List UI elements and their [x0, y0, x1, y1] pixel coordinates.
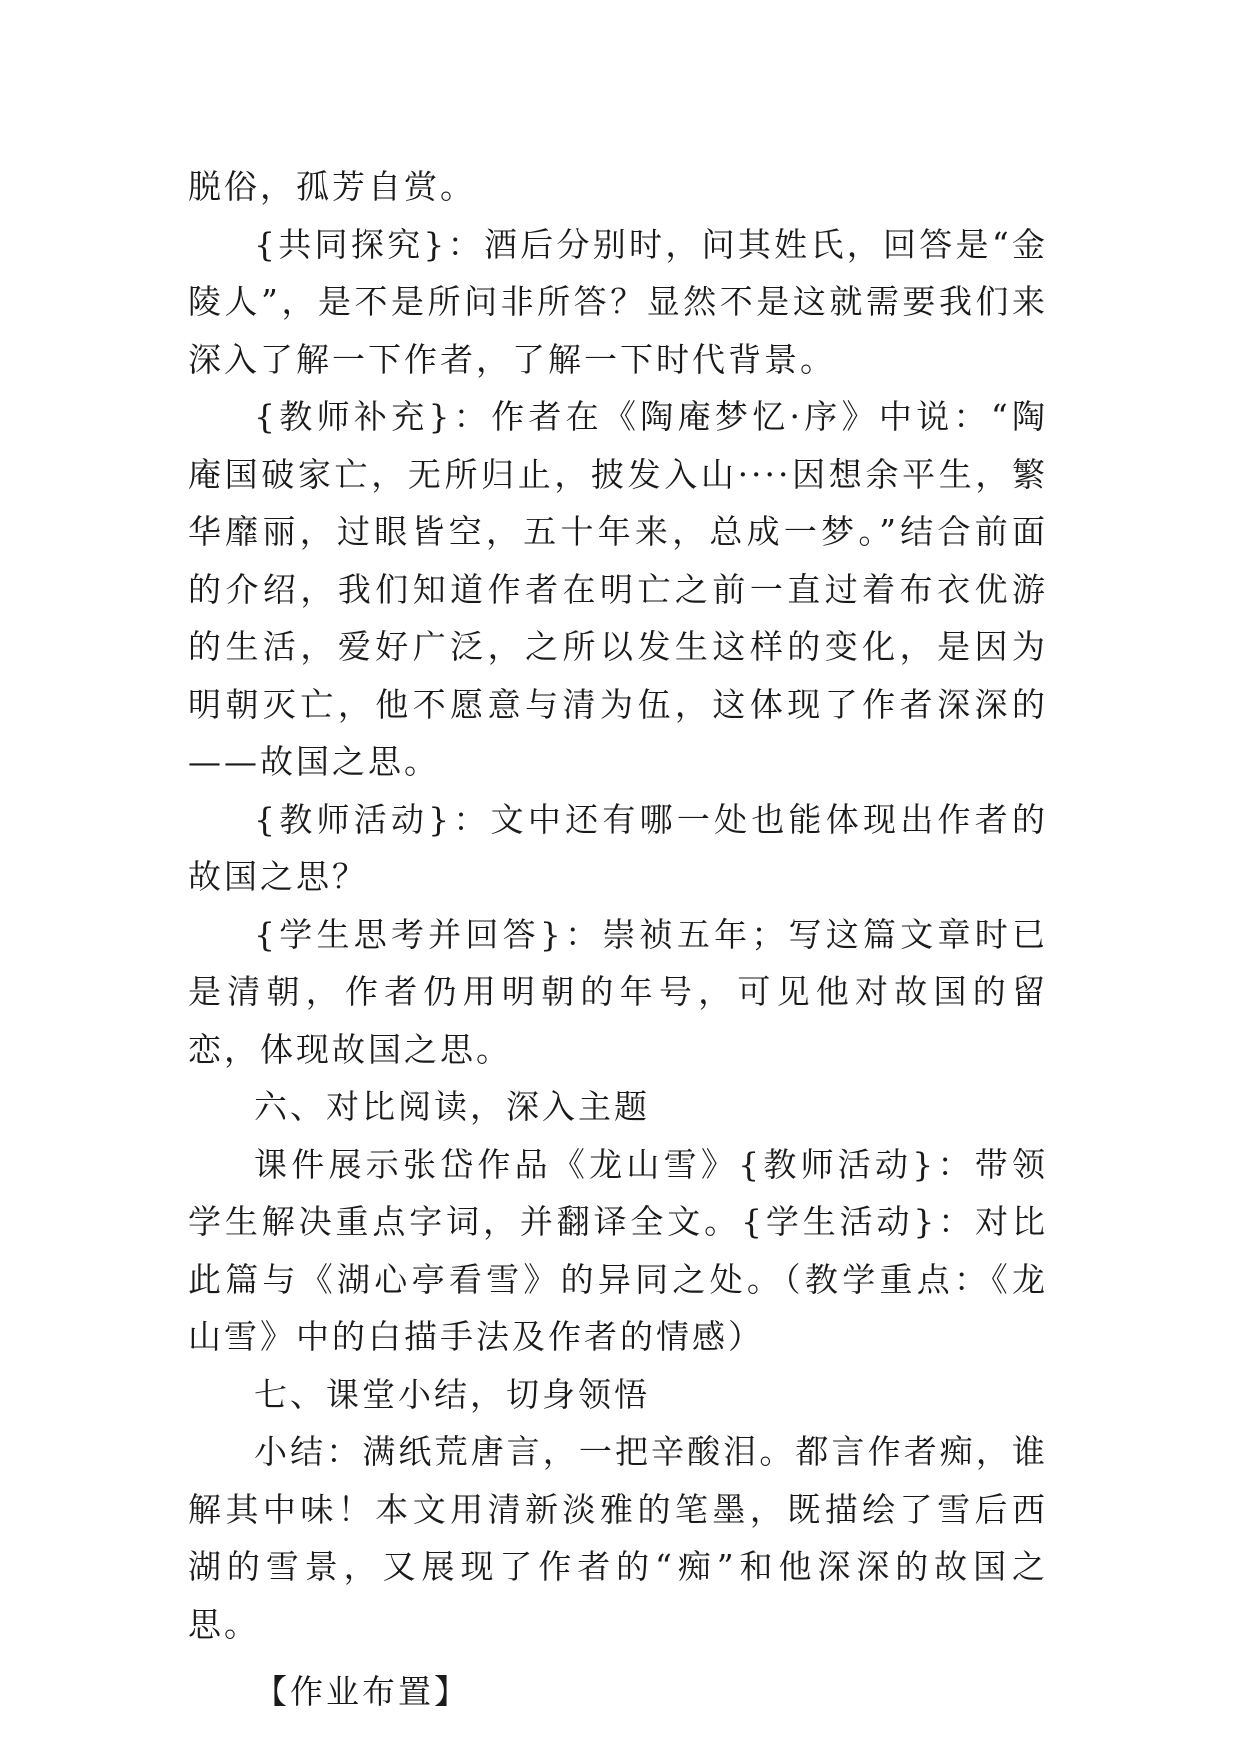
section-heading-homework: 【作业布置】	[254, 1672, 470, 1711]
document-body	[188, 158, 1048, 1721]
paragraph-student-answer: {学生思考并回答}：崇祯五年；写这篇文章时已是清朝，作者仍用明朝的年号，可见他对故国的留恋，体现故国之思。	[188, 914, 1048, 1069]
paragraph-courseware: 课件展示张岱作品《龙山雪》{教师活动}：带领学生解决重点字词，并翻译全文。{学生活动}：对比此篇与《湖心亭看雪》的异同之处。（教学重点：《龙山雪》中的白描手法及作者的情感）	[188, 1144, 1048, 1356]
section-heading-comparative-reading: 六、对比阅读，深入主题	[254, 1087, 650, 1126]
paragraph-teacher-activity: {教师活动}：文中还有哪一处也能体现出作者的故国之思？	[188, 799, 1048, 896]
section-heading-class-summary: 七、课堂小结，切身领悟	[254, 1374, 650, 1414]
paragraph-joint-inquiry: {共同探究}：酒后分别时，问其姓氏，回答是“金陵人”，是不是所问非所答？显然不是这就需要我们来深入了解一下作者，了解一下时代背景。	[188, 224, 1048, 379]
paragraph-summary: 小结：满纸荒唐言，一把辛酸泪。都言作者痴，谁解其中味！本文用清新淡雅的笔墨，既描绘了雪后西湖的雪景，又展现了作者的“痴”和他深深的故国之思。	[188, 1432, 1048, 1644]
paragraph-teacher-supplement: {教师补充}：作者在《陶庵梦忆·序》中说：“陶庵国破家亡，无所归止，披发入山····因想余平生，繁华靡丽，过眼皆空，五十年来，总成一梦。”结合前面的介绍，我们知道作者在明亡之前一直过着布衣优游的生活，爱好广泛，之所以发生这样的变化，是因为明朝灭亡，他不愿意与清为伍，这体现了作者深深的——故国之思。	[188, 397, 1048, 781]
paragraph-continuation: 脱俗，孤芳自赏。	[188, 167, 476, 206]
